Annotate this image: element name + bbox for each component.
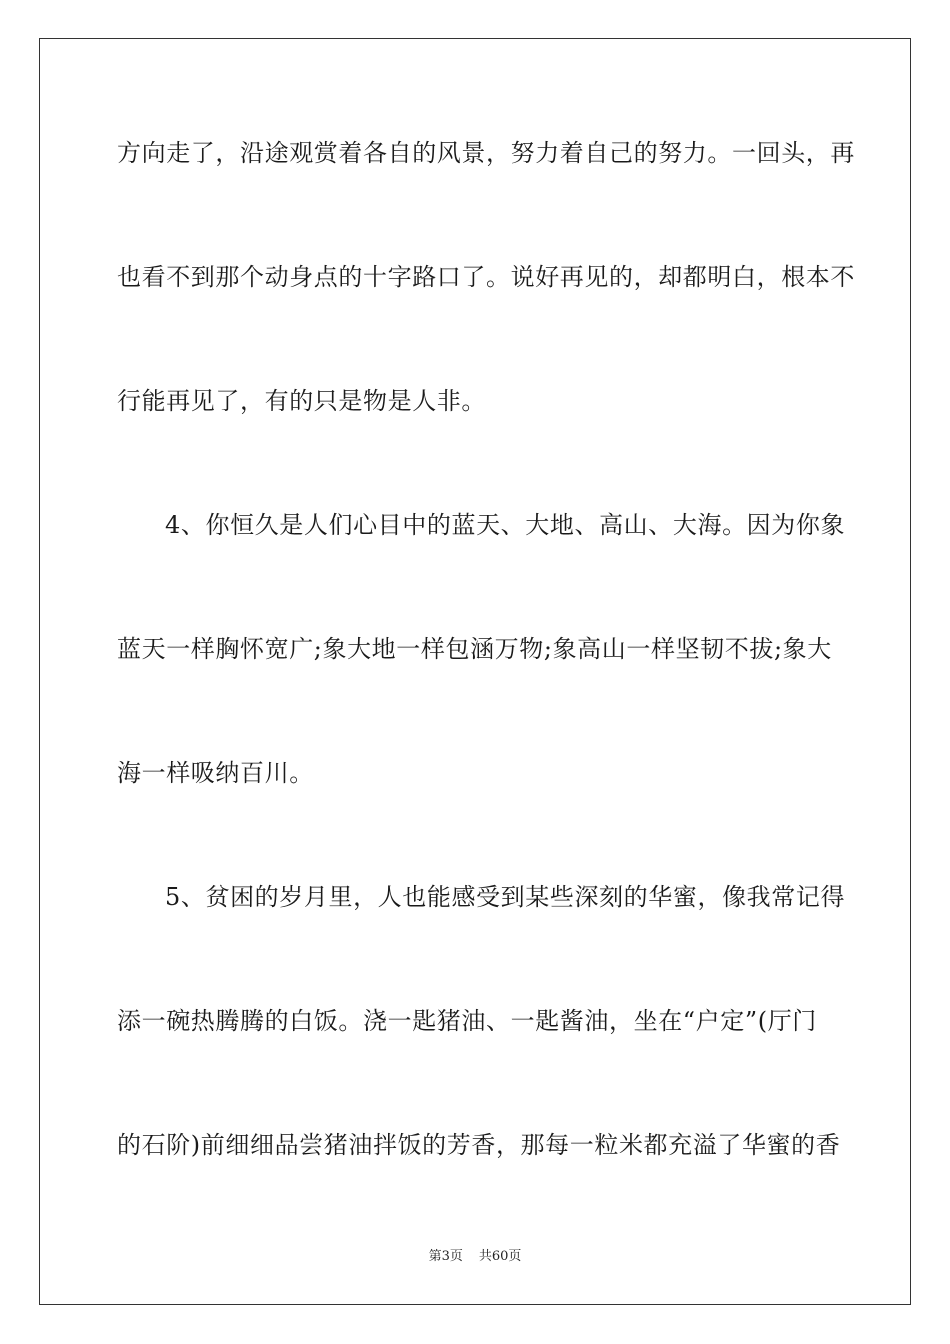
text-line: 也看不到那个动身点的十字路口了。说好再见的，却都明白，根本不 xyxy=(117,263,855,291)
text-line: 方向走了，沿途观赏着各自的风景，努力着自己的努力。一回头，再 xyxy=(117,139,855,167)
text-line: 的石阶)前细细品尝猪油拌饭的芳香，那每一粒米都充溢了华蜜的香 xyxy=(117,1131,841,1159)
page-total: 共60页 xyxy=(478,1249,522,1264)
text-line: 蓝天一样胸怀宽广;象大地一样包涵万物;象高山一样坚韧不拔;象大 xyxy=(117,635,832,663)
text-line: 海一样吸纳百川。 xyxy=(117,759,314,787)
paragraph-4-first-line: 4、你恒久是人们心目中的蓝天、大地、高山、大海。因为你象 xyxy=(165,511,846,539)
page-border xyxy=(39,38,911,1305)
text-line: 添一碗热腾腾的白饭。浇一匙猪油、一匙酱油，坐在“户定”(厅门 xyxy=(117,1007,817,1035)
paragraph-5-first-line: 5、贫困的岁月里，人也能感受到某些深刻的华蜜，像我常记得 xyxy=(165,883,846,911)
text-line: 行能再见了，有的只是物是人非。 xyxy=(117,387,486,415)
page-number: 第3页 xyxy=(428,1249,463,1264)
page-footer xyxy=(0,1248,950,1266)
